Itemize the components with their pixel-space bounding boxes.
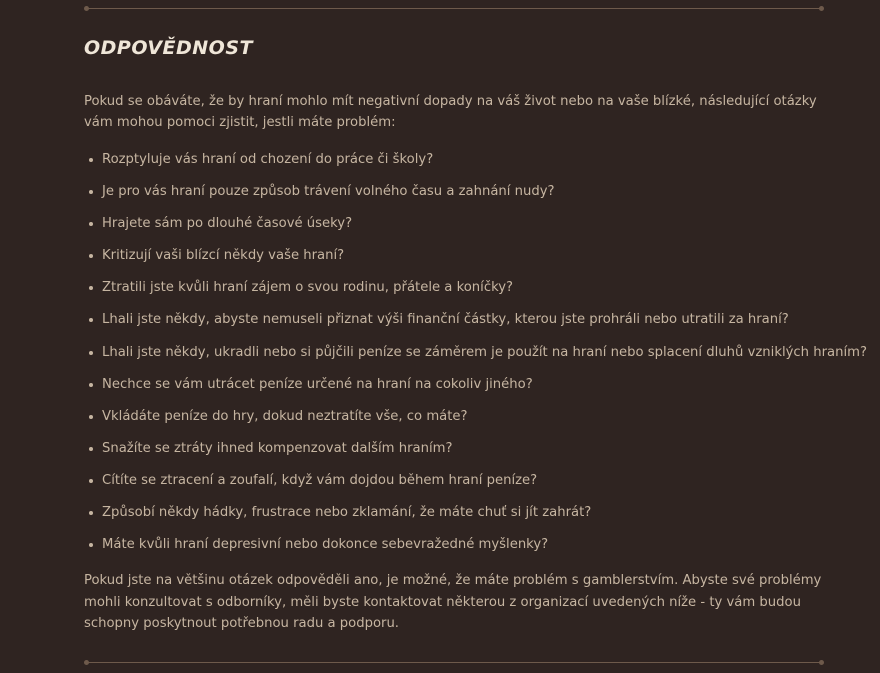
question-text: Lhali jste někdy, ukradli nebo si půjčili peníze se záměrem je použít na hraní nebo splacení dluhů vzniklých hraním? (102, 344, 867, 360)
bottom-divider (84, 660, 824, 666)
list-item (84, 213, 824, 245)
question-text: Způsobí někdy hádky, frustrace nebo zklamání, že máte chuť si jít zahrát? (102, 505, 592, 521)
top-divider (84, 6, 824, 12)
question-text: Rozptyluje vás hraní od chození do práce či školy? (102, 152, 434, 167)
list-item (84, 438, 824, 470)
bullet-icon (89, 190, 93, 194)
bullet-icon (89, 254, 93, 258)
outro-paragraph: Pokud jste na většinu otázek odpověděli ano, je možné, že máte problém s gamblerstvím. Abyste své problémy mohli konzultovat s odborníky, měli byste kontaktovat některou z organizací uvedených níže - ty vám budou schopny poskytnout potřebnou radu a podporu. (84, 573, 822, 632)
list-item (84, 245, 824, 277)
questions-list (84, 149, 867, 566)
question-text: Vkládáte peníze do hry, dokud neztratíte vše, co máte? (102, 408, 468, 424)
bullet-icon (89, 318, 93, 322)
question-text: Ztratili jste kvůli hraní zájem o svou rodinu, přátele a koníčky? (102, 280, 514, 296)
question-text: Kritizují vaši blízcí někdy vaše hraní? (102, 248, 345, 264)
bullet-icon (89, 447, 93, 451)
intro-paragraph: Pokud se obáváte, že by hraní mohlo mít negativní dopady na váš život nebo na vaše blízké, následující otázky vám mohou pomoci zjistit, jestli máte problém: (84, 94, 817, 130)
list-item (84, 181, 824, 213)
bullet-icon (89, 158, 93, 162)
list-item (84, 470, 824, 502)
bullet-icon (89, 511, 93, 515)
question-text: Nechce se vám utrácet peníze určené na hraní na cokoliv jiného? (102, 376, 533, 392)
bullet-icon (89, 286, 93, 290)
question-text: Lhali jste někdy, abyste nemuseli přiznat výši finanční částky, kterou jste prohráli nebo utratili za hraní? (102, 312, 789, 328)
bullet-icon (89, 543, 93, 547)
divider-line (88, 8, 820, 9)
bullet-icon (89, 222, 93, 226)
question-text: Máte kvůli hraní depresivní nebo dokonce sebevražedné myšlenky? (102, 537, 549, 553)
list-item (84, 149, 824, 181)
divider-dot-right (819, 660, 824, 665)
list-item (84, 342, 867, 374)
section-title: ODPOVĚDNOST (84, 37, 253, 59)
list-item (84, 406, 824, 438)
list-item (84, 309, 824, 341)
list-item (84, 374, 824, 406)
list-item (84, 277, 824, 309)
question-text: Cítíte se ztracení a zoufalí, když vám dojdou během hraní peníze? (102, 472, 538, 488)
question-text: Snažíte se ztráty ihned kompenzovat dalším hraním? (102, 440, 453, 456)
question-text: Hrajete sám po dlouhé časové úseky? (102, 216, 353, 232)
question-text: Je pro vás hraní pouze způsob trávení volného času a zahnání nudy? (102, 184, 555, 200)
list-item (84, 534, 824, 566)
bullet-icon (89, 351, 93, 355)
responsibility-section (84, 34, 867, 635)
divider-line (88, 662, 820, 663)
list-item (84, 502, 824, 534)
bullet-icon (89, 415, 93, 419)
bullet-icon (89, 479, 93, 483)
bullet-icon (89, 383, 93, 387)
divider-dot-right (819, 6, 824, 11)
